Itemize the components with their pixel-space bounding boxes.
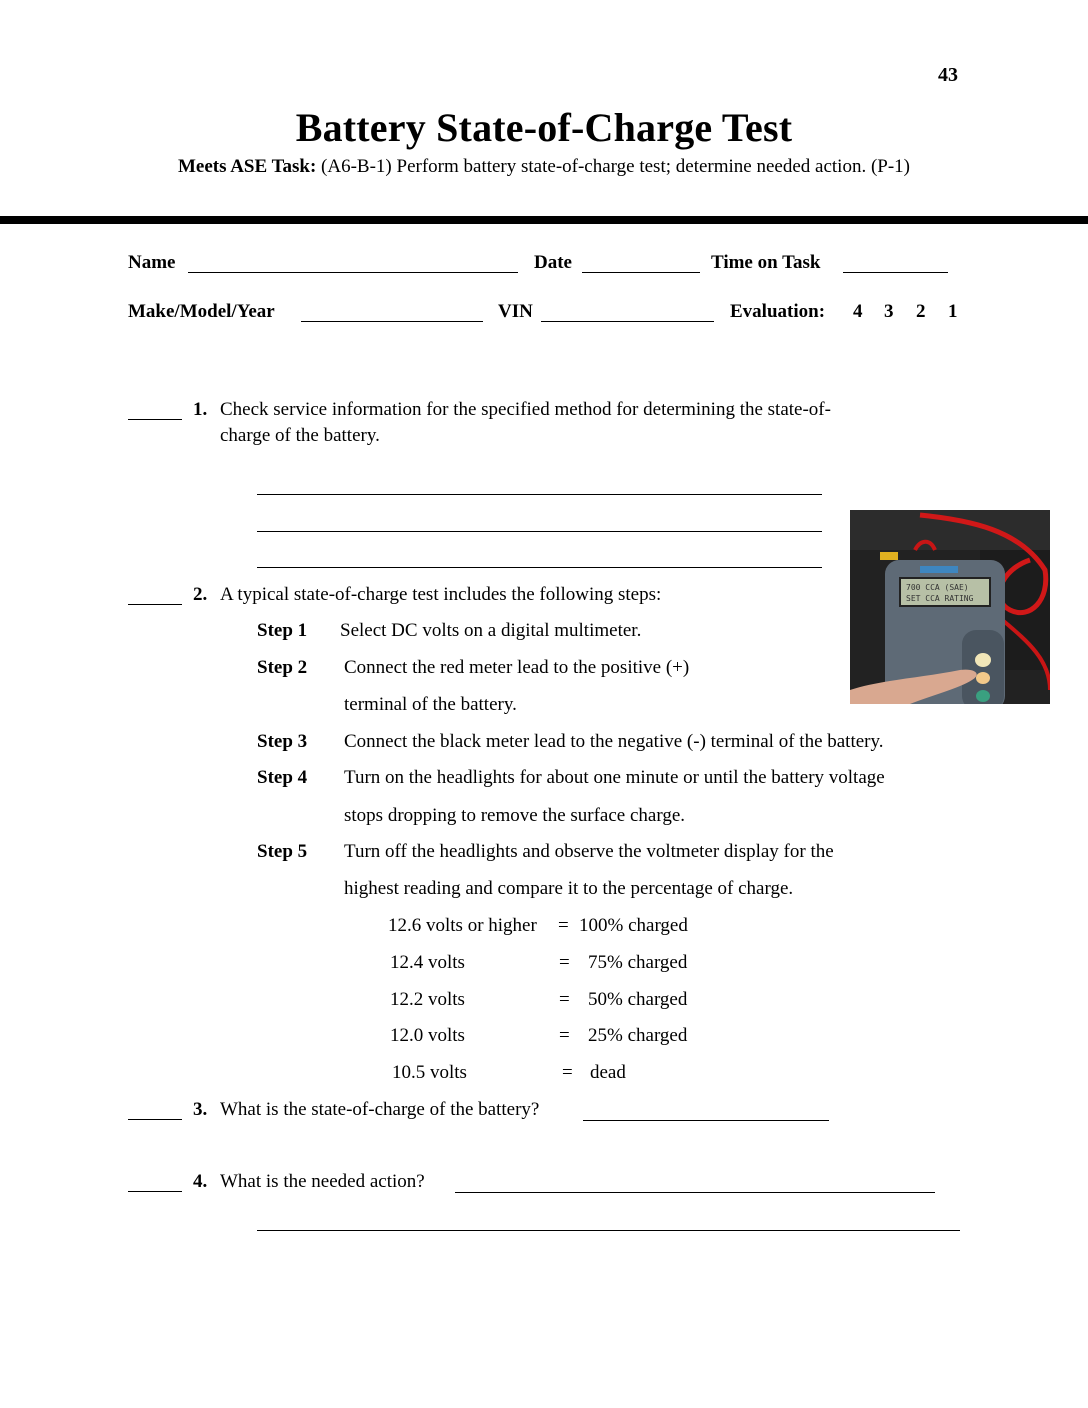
step-1-label: Step 1: [257, 620, 308, 641]
page-title: Battery State-of-Charge Test: [295, 105, 793, 150]
charge-row-5-voltage: 10.5 volts: [392, 1062, 467, 1083]
charge-row-3-voltage: 12.2 volts: [390, 989, 465, 1010]
battery-tester-photo: [850, 510, 1050, 704]
charge-row-1-eq: =: [558, 915, 569, 936]
charge-row-5-eq: =: [562, 1062, 573, 1083]
item-4-number: 4.: [193, 1171, 208, 1192]
step-3-text: Connect the black meter lead to the negative (-) terminal of the battery.: [344, 731, 884, 752]
ase-task-label: Meets ASE Task:: [177, 156, 317, 177]
step-4-text-line2: stops dropping to remove the surface charge.: [344, 805, 686, 826]
ase-task: [100, 154, 988, 179]
charge-row-1-charge: 100% charged: [579, 915, 688, 936]
charge-row-3-eq: =: [559, 989, 570, 1010]
step-4-label: Step 4: [257, 767, 308, 788]
item-1-text-line2: charge of the battery.: [220, 425, 380, 446]
charge-row-2-eq: =: [559, 952, 570, 973]
charge-row-2-charge: 75% charged: [588, 952, 688, 973]
item-1-answer-line-2[interactable]: [257, 531, 822, 532]
step-3-label: Step 3: [257, 731, 308, 752]
vin-field[interactable]: [541, 321, 714, 322]
step-5-text-line1: Turn off the headlights and observe the voltmeter display for the: [344, 841, 834, 862]
step-4-text-line1: Turn on the headlights for about one minute or until the battery voltage: [344, 767, 885, 788]
item-3-number: 3.: [193, 1099, 208, 1120]
evaluation-label: Evaluation:: [730, 301, 826, 322]
battery-tester-image: [850, 510, 1050, 704]
item-4-answer-line-1[interactable]: [455, 1192, 935, 1193]
time-on-task-label: Time on Task: [711, 252, 821, 273]
make-model-year-label: Make/Model/Year: [128, 301, 275, 322]
charge-row-3-charge: 50% charged: [588, 989, 688, 1010]
header-rule: [0, 216, 1088, 224]
item-1-answer-line-1[interactable]: [257, 494, 822, 495]
charge-row-4-charge: 25% charged: [588, 1025, 688, 1046]
evaluation-score-3[interactable]: 3: [884, 301, 894, 322]
page-number: 43: [938, 64, 958, 86]
step-2-label: Step 2: [257, 657, 308, 678]
item-4-check-blank[interactable]: [128, 1191, 182, 1192]
item-2-text: A typical state-of-charge test includes the following steps:: [220, 584, 662, 605]
charge-row-5-charge: dead: [590, 1062, 626, 1083]
item-1-number: 1.: [193, 399, 208, 420]
name-label: Name: [128, 252, 176, 273]
charge-row-2-voltage: 12.4 volts: [390, 952, 465, 973]
lcd-line-1: 700 CCA (SAE): [906, 583, 969, 592]
item-2-number: 2.: [193, 584, 208, 605]
time-on-task-field[interactable]: [843, 272, 948, 273]
charge-row-4-voltage: 12.0 volts: [390, 1025, 465, 1046]
date-field[interactable]: [582, 272, 700, 273]
item-1-text-line1: Check service information for the specified method for determining the state-of-: [220, 399, 831, 420]
step-2-text-line1: Connect the red meter lead to the positive (+): [344, 657, 690, 678]
date-label: Date: [534, 252, 572, 273]
make-model-year-field[interactable]: [301, 321, 483, 322]
lcd-line-2: SET CCA RATING: [906, 594, 974, 603]
evaluation-score-2[interactable]: 2: [916, 301, 926, 322]
charge-row-4-eq: =: [559, 1025, 570, 1046]
item-4-answer-line-2[interactable]: [257, 1230, 960, 1231]
ase-task-text: (A6-B-1) Perform battery state-of-charge test; determine needed action. (P-1): [321, 156, 910, 177]
evaluation-score-1[interactable]: 1: [948, 301, 958, 322]
vin-label: VIN: [498, 301, 533, 322]
evaluation-score-4[interactable]: 4: [853, 301, 863, 322]
item-3-text: What is the state-of-charge of the battery?: [220, 1099, 540, 1120]
item-1-answer-line-3[interactable]: [257, 567, 822, 568]
name-field[interactable]: [188, 272, 518, 273]
step-2-text-line2: terminal of the battery.: [344, 694, 517, 715]
item-2-check-blank[interactable]: [128, 604, 182, 605]
item-4-text: What is the needed action?: [220, 1171, 425, 1192]
charge-row-1-voltage: 12.6 volts or higher: [388, 915, 537, 936]
step-5-text-line2: highest reading and compare it to the percentage of charge.: [344, 878, 794, 899]
step-5-label: Step 5: [257, 841, 308, 862]
item-3-answer-line[interactable]: [583, 1120, 829, 1121]
step-1-text: Select DC volts on a digital multimeter.: [340, 620, 642, 641]
item-3-check-blank[interactable]: [128, 1119, 182, 1120]
item-1-check-blank[interactable]: [128, 419, 182, 420]
